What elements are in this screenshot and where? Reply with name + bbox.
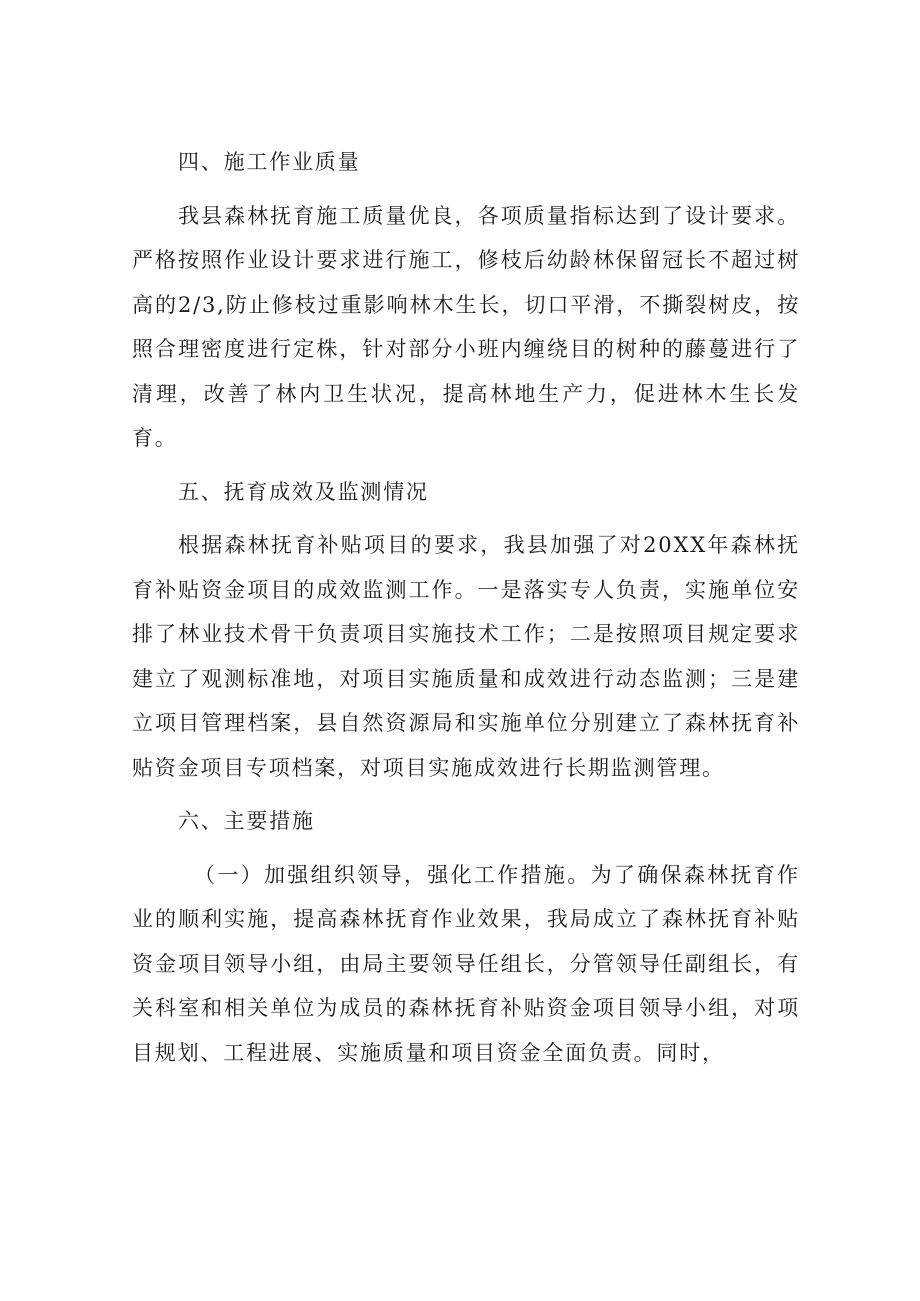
section-heading-construction-quality: 四、施工作业质量 bbox=[178, 150, 361, 174]
section-heading-main-measures: 六、主要措施 bbox=[178, 809, 315, 833]
paragraph-effectiveness-monitoring: 根据森林抚育补贴项目的要求，我县加强了对20XX年森林抚育补贴资金项目的成效监测工作。一是落实专人负责，实施单位安排了林业技术骨干负责项目实施技术工作；二是按照项目规定要求建立了观测标准地，对项目实施质量和成效进行动态监测；三是建立项目管理档案，县自然资源局和实施单位分别建立了森林抚育补贴资金项目专项档案，对项目实施成效进行长期监测管理。 bbox=[132, 533, 800, 780]
section-heading-effectiveness-monitoring: 五、抚育成效及监测情况 bbox=[178, 479, 429, 504]
paragraph-construction-quality: 我县森林抚育施工质量优良，各项质量指标达到了设计要求。严格按照作业设计要求进行施工，修枝后幼龄林保留冠长不超过树高的2/3,防止修枝过重影响林木生长，切口平滑，不撕裂树皮，按照合理密度进行定株，针对部分小班内缠绕目的树种的藤蔓进行了清理，改善了林内卫生状况，提高林地生产力，促进林木生长发育。 bbox=[132, 203, 800, 450]
document-body bbox=[132, 140, 800, 1075]
paragraph-main-measures: （一）加强组织领导，强化工作措施。为了确保森林抚育作业的顺利实施，提高森林抚育作业效果，我局成立了森林抚育补贴资金项目领导小组，由局主要领导任组长，分管领导任副组长，有关科室和相关单位为成员的森林抚育补贴资金项目领导小组，对项目规划、工程进展、实施质量和项目资金全面负责。同时， bbox=[132, 862, 800, 1065]
